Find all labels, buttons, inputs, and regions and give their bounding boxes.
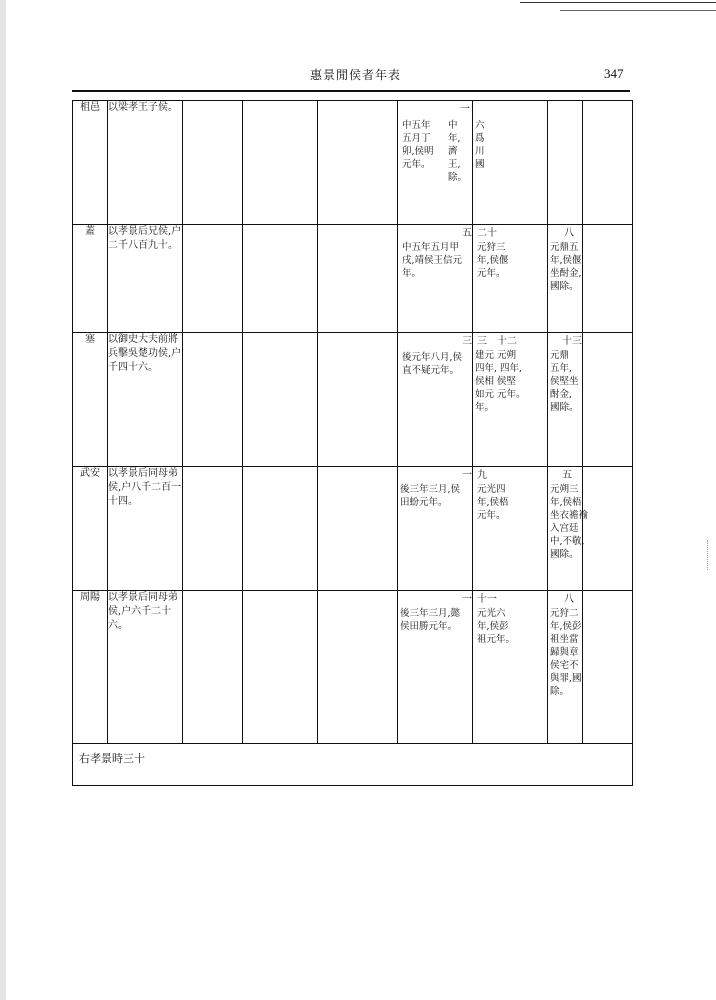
- top-rule-secondary: [560, 10, 716, 11]
- reign-text: 元鼎五 年,侯偃 坐酎金, 國除。: [550, 242, 582, 292]
- year-count: 五: [462, 228, 472, 239]
- empty-cell: [548, 101, 583, 225]
- reign-cell: [473, 591, 548, 744]
- fief-name: 蓋: [73, 225, 108, 333]
- reign-cell: [548, 333, 583, 467]
- reign-cell: [548, 467, 589, 591]
- fief-name: 周陽: [73, 591, 108, 744]
- year-count: 二十: [477, 228, 497, 239]
- page-edge-shadow: [0, 0, 6, 1000]
- empty-cell: [243, 591, 318, 744]
- reign-text: 後三年三月,懿 侯田勝元年。: [400, 608, 461, 632]
- year-count: 三: [462, 336, 472, 347]
- reign-cell: [473, 225, 548, 333]
- year-count: 五: [562, 470, 572, 481]
- empty-cell: [183, 333, 243, 467]
- reign-text: 後三年三月,侯 田蚡元年。: [400, 484, 461, 508]
- reign-text: 六 爲 川 國: [475, 120, 485, 170]
- marquis-table: [72, 100, 633, 786]
- empty-cell: [318, 333, 398, 467]
- table-row: [73, 225, 633, 333]
- year-count: 一: [462, 470, 472, 481]
- fief-description: 以梁孝王子侯。: [108, 101, 183, 225]
- reign-cell: [548, 225, 583, 333]
- fief-name: 柤邑: [73, 101, 108, 225]
- year-count: 九: [477, 470, 487, 481]
- fief-description: 以孝景后同母弟侯,户八千二百一十四。: [108, 467, 183, 591]
- fief-description: 以孝景后同母弟侯,户六千二十六。: [108, 591, 183, 744]
- header-rule: [72, 90, 630, 92]
- year-count: 十三: [562, 336, 582, 347]
- table-row: [73, 591, 633, 744]
- empty-cell: [243, 467, 318, 591]
- footer-summary: 右孝景時三十: [73, 744, 633, 786]
- table-row: [73, 467, 633, 591]
- empty-cell: [183, 467, 243, 591]
- empty-cell: [183, 225, 243, 333]
- reign-cell: [473, 101, 548, 225]
- reign-cell: [398, 225, 473, 333]
- top-rule: [520, 2, 716, 3]
- empty-cell: [243, 225, 318, 333]
- reign-cell: [398, 467, 473, 591]
- empty-cell: [183, 591, 243, 744]
- year-count: 十一: [477, 594, 497, 605]
- empty-cell: [183, 101, 243, 225]
- reign-text: 後元年八月,侯 直不疑元年。: [402, 352, 463, 376]
- reign-text: 元狩二 年,侯彭 祖坐當 歸與章 侯宅不 與罪,國 除。: [550, 608, 582, 697]
- fief-description: 以孝景后兄侯,户二千八百九十。: [108, 225, 183, 333]
- margin-dots: [707, 540, 710, 570]
- reign-text: 元光六 年,侯彭 祖元年。: [477, 608, 516, 645]
- table-row: [73, 333, 633, 467]
- table-row: [73, 101, 633, 225]
- reign-cell: [473, 333, 548, 467]
- running-header-title: 惠景閒侯者年表: [310, 68, 402, 82]
- reign-text: 建元 元朔 四年, 四年, 侯相 侯堅 如元 元年。 年。: [475, 350, 526, 413]
- fief-description: 以御史大夫前將兵擊吳楚功侯,户千四十六。: [108, 333, 183, 467]
- reign-cell: [548, 591, 583, 744]
- empty-cell: [318, 591, 398, 744]
- page-number: 347: [604, 66, 624, 81]
- empty-cell: [583, 101, 633, 225]
- year-count: 一: [462, 594, 472, 605]
- reign-cell: [398, 101, 473, 225]
- year-count: 八: [564, 594, 574, 605]
- empty-cell: [318, 225, 398, 333]
- empty-cell: [243, 101, 318, 225]
- year-count: 一: [460, 104, 470, 115]
- reign-text: 元鼎 五年, 侯堅坐 酎金, 國除。: [550, 350, 579, 413]
- reign-text: 中五年五月甲 戌,靖侯王信元 年。: [402, 242, 463, 279]
- reign-cell: [398, 333, 473, 467]
- reign-cell: [398, 591, 473, 744]
- empty-cell: [243, 333, 318, 467]
- fief-name: 塞: [73, 333, 108, 467]
- empty-cell: [318, 467, 398, 591]
- reign-cell: [473, 467, 548, 591]
- reign-text: 元光四 年,侯梧 元年。: [477, 484, 509, 521]
- empty-cell: [583, 333, 633, 467]
- reign-text-b: 中 年, 濟 王, 除。: [448, 120, 468, 183]
- reign-text: 元朔三 年,侯梧 坐衣襜褕 入宫廷 中,不敬, 國除。: [550, 484, 589, 560]
- reign-text: 元狩三 年,侯偃 元年。: [477, 242, 509, 279]
- year-count: 三 十二: [477, 336, 517, 347]
- empty-cell: [318, 101, 398, 225]
- fief-name: 武安: [73, 467, 108, 591]
- reign-text: 中五年 五月丁 卯,侯明 元年。: [402, 120, 434, 170]
- year-count: 八: [564, 228, 574, 239]
- table-footer-row: [73, 744, 633, 786]
